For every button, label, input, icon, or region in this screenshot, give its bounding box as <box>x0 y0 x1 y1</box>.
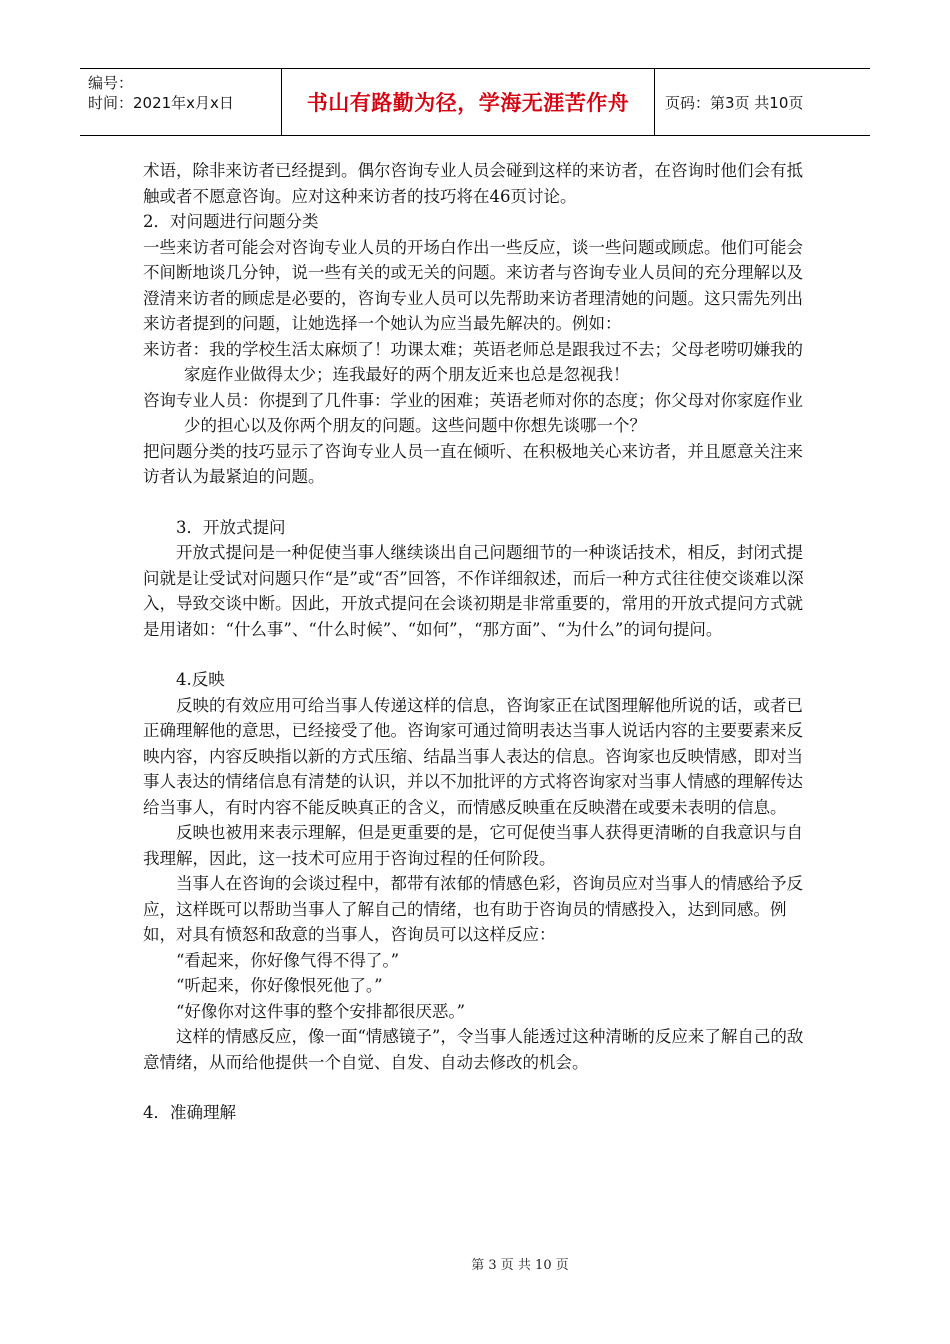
paragraph: 当事人在咨询的会谈过程中，都带有浓郁的情感色彩，咨询员应对当事人的情感给予反应，这样既可以帮助当事人了解自己的情绪，也有助于咨询员的情感投入，达到同感。例如，对具有愤怒和敌意的当事人，咨询员可以这样反应： <box>143 874 803 944</box>
page-footer: 第 3 页 共 10 页 <box>471 1258 569 1273</box>
paragraph: 开放式提问是一种促使当事人继续谈出自己问题细节的一种谈话技术，相反，封闭式提问就是让受试对问题只作“是”或“否”回答，不作详细叙述，而后一种方式往往使交谈难以深入，导致交谈中断。因此，开放式提问在会谈初期是非常重要的，常用的开放式提问方式就是用诸如：“什么事”、“什么时候”、“如何”，“那方面”、“为什么”的词句提问。 <box>143 543 804 639</box>
section-heading: 3．开放式提问 <box>176 517 286 537</box>
paragraph: 一些来访者可能会对咨询专业人员的开场白作出一些反应，谈一些问题或顾虑。他们可能会不间断地谈几分钟，说一些有关的或无关的问题。来访者与咨询专业人员间的充分理解以及澄清来访者的顾虑是必要的，咨询专业人员可以先帮助来访者理清她的问题。这只需先列出来访者提到的问题，让她选择一个她认为应当最先解决的。例如： <box>143 237 803 333</box>
paragraph: 这样的情感反应，像一面“情感镜子”，令当事人能透过这种清晰的反应来了解自己的敌意情绪，从而给他提供一个自觉、自发、自动去修改的机会。 <box>143 1027 804 1072</box>
paragraph: 把问题分类的技巧显示了咨询专业人员一直在倾听、在积极地关心来访者，并且愿意关注来访者认为最紧迫的问题。 <box>143 441 803 486</box>
dialogue-line-counselor: 咨询专业人员：你提到了几件事：学业的困难；英语老师对你的态度；你父母对你家庭作业少的担心以及你两个朋友的问题。这些问题中你想先谈哪一个？ <box>143 390 803 435</box>
dialogue-line-visitor: 来访者：我的学校生活太麻烦了！功课太难；英语老师总是跟我过不去；父母老唠叨嫌我的家庭作业做得太少；连我最好的两个朋友近来也总是忽视我！ <box>143 339 803 384</box>
document-body <box>143 158 810 1126</box>
header-meta <box>80 69 282 135</box>
spacer <box>143 642 810 667</box>
section-heading: 2．对问题进行问题分类 <box>143 212 319 231</box>
spacer <box>143 490 810 515</box>
document-number-label: 编号： <box>88 74 134 92</box>
paragraph: 反映也被用来表示理解，但是更重要的是，它可促使当事人获得更清晰的自我意识与自我理解，因此，这一技术可应用于咨询过程的任何阶段。 <box>143 823 803 868</box>
document-date-label: 时间：2021年x月x日 <box>88 94 234 112</box>
header-motto: 书山有路勤为径，学海无涯苦作舟 <box>282 69 655 135</box>
section-heading: 4.反映 <box>176 670 225 689</box>
spacer <box>143 1075 810 1100</box>
paragraph: 反映的有效应用可给当事人传递这样的信息，咨询家正在试图理解他所说的话，或者已正确理解他的意思，已经接受了他。咨询家可通过简明表达当事人说话内容的主要要素来反映内容，内容反映指以新的方式压缩、结晶当事人表达的信息。咨询家也反映情感，即对当事人表达的情绪信息有清楚的认识，并以不加批评的方式将咨询家对当事人情感的理解传达给当事人，有时内容不能反映真正的含义，而情感反映重在反映潜在或要未表明的信息。 <box>143 695 803 817</box>
example-quote: “看起来，你好像气得不得了。” <box>176 950 400 970</box>
page-header <box>80 68 870 136</box>
example-quote: “好像你对这件事的整个安排都很厌恶。” <box>176 1001 466 1021</box>
paragraph: 术语，除非来访者已经提到。偶尔咨询专业人员会碰到这样的来访者，在咨询时他们会有抵触或者不愿意咨询。应对这种来访者的技巧将在46页讨论。 <box>143 161 803 206</box>
header-page-number: 页码：第3页 共10页 <box>665 93 804 112</box>
section-heading: 4．准确理解 <box>143 1103 236 1122</box>
example-quote: “听起来，你好像恨死他了。” <box>176 976 383 995</box>
